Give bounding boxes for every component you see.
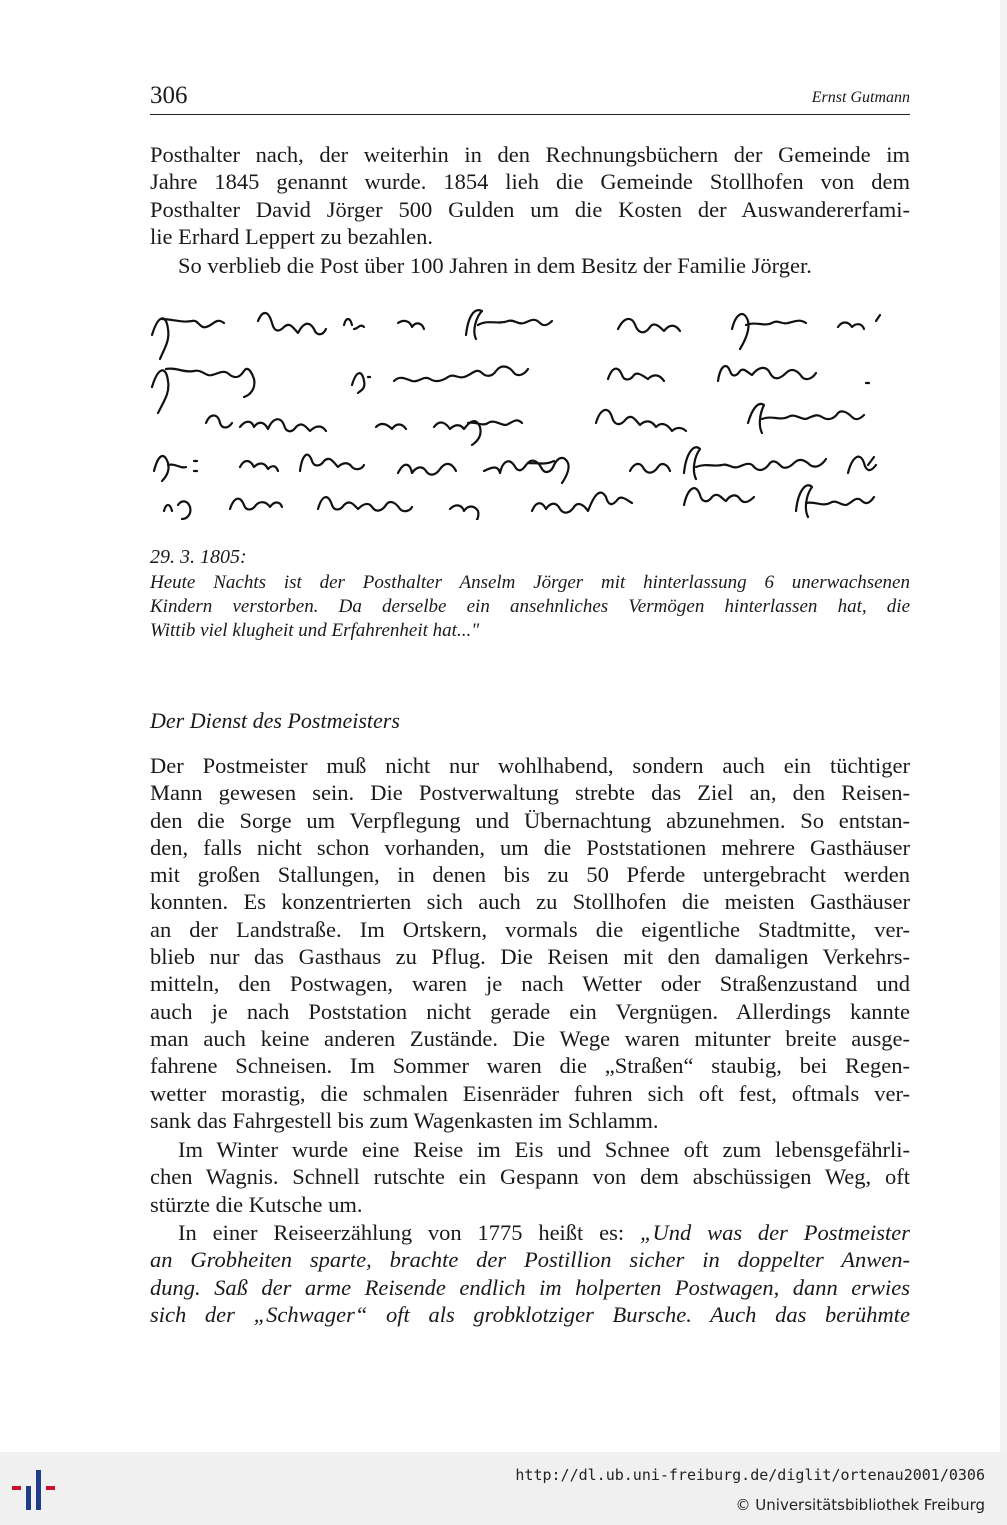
copyright-notice: © Universitätsbibliothek Freiburg <box>735 1496 985 1514</box>
text-line: lie Erhard Leppert zu bezahlen. <box>150 223 433 249</box>
text-line <box>150 1274 910 1301</box>
text-line <box>150 1219 910 1246</box>
text-span: In einer Reiseerzählung von 1775 heißt es: <box>178 1220 640 1245</box>
caption-line: Heute Nachts ist der Posthalter Anselm Jörger mit hinterlassung 6 unerwachsenen <box>150 572 910 593</box>
text-line: stürzte die Kutsche um. <box>150 1191 363 1217</box>
text-line: Jahre 1845 genannt wurde. 1854 lieh die Gemeinde Stollhofen von dem <box>150 169 910 195</box>
image-caption <box>150 545 910 643</box>
text-line: Im Winter wurde eine Reise im Eis und Schnee oft zum lebensgefährli- <box>178 1137 910 1162</box>
paragraph-2 <box>150 252 910 279</box>
paragraph-5 <box>150 1219 910 1328</box>
section-heading: Der Dienst des Postmeisters <box>150 708 400 733</box>
handwritten-manuscript-image <box>148 295 918 520</box>
page-header <box>150 82 910 115</box>
text-line: fahrene Schneisen. Im Sommer waren die „Straßen“ staubig, bei Regen- <box>150 1053 910 1079</box>
permalink-url[interactable]: http://dl.ub.uni-freiburg.de/diglit/ortenau2001/0306 <box>515 1466 985 1484</box>
text-line: chen Wagnis. Schnell rutschte ein Gespann von dem abschüssigen Weg, oft <box>150 1164 910 1190</box>
paragraph-3 <box>150 752 910 1134</box>
text-line: Posthalter David Jörger 500 Gulden um die Kosten der Auswandererfami- <box>150 196 910 222</box>
library-logo-icon <box>12 1466 66 1514</box>
text-line: Der Postmeister muß nicht nur wohlhabend, sondern auch ein tüchtiger <box>150 753 910 778</box>
text-line: Mann gewesen sein. Die Postverwaltung strebte das Ziel an, den Reisen- <box>150 780 910 806</box>
text-line: den die Sorge um Verpflegung und Übernachtung abzunehmen. So entstan- <box>150 807 910 833</box>
running-head-author: Ernst Gutmann <box>811 89 910 106</box>
text-line: Posthalter nach, der weiterhin in den Rechnungsbüchern der Gemeinde im <box>150 142 910 167</box>
paragraph-4 <box>150 1136 910 1218</box>
text-line <box>150 1301 910 1328</box>
text-line: auch je nach Poststation nicht gerade ein Vergnügen. Allerdings kannte <box>150 998 910 1024</box>
text-line: sank das Fahrgestell bis zum Wagenkasten im Schlamm. <box>150 1107 659 1133</box>
text-line <box>150 1246 910 1273</box>
text-line: blieb nur das Gasthaus zu Pflug. Die Reisen mit den damaligen Verkehrs- <box>150 944 910 970</box>
caption-line: Kindern verstorben. Da derselbe ein ansehnliches Vermögen hinterlassen hat, die <box>150 596 910 617</box>
text-line: an der Landstraße. Im Ortskern, vormals die eigentliche Stadtmitte, ver- <box>150 916 910 942</box>
quote-span: dung. Saß der arme Reisende endlich im holperten Postwagen, dann erwies <box>150 1274 910 1300</box>
text-line: So verblieb die Post über 100 Jahren in dem Besitz der Familie Jörger. <box>178 253 812 278</box>
caption-line: Wittib viel klugheit und Erfahrenheit hat..." <box>150 620 480 641</box>
text-line: mit großen Stallungen, in denen bis zu 50 Pferde untergebracht werden <box>150 862 910 888</box>
caption-date: 29. 3. 1805: <box>150 546 247 568</box>
paragraph-1 <box>150 141 910 250</box>
text-line: mitteln, den Postwagen, waren je nach Wetter oder Straßenzustand und <box>150 971 910 997</box>
text-line: konnten. Es konzentrierten sich auch zu Stollhofen die meisten Gasthäuser <box>150 889 910 915</box>
viewer-footer <box>0 1452 1007 1525</box>
page-number: 306 <box>150 82 188 109</box>
quote-span: sich der „Schwager“ oft als grobklotziger Bursche. Auch das berühmte <box>150 1301 910 1327</box>
text-line: wetter morastig, die schmalen Eisenräder fuhren sich oft fest, oftmals ver- <box>150 1080 910 1106</box>
text-line: den, falls nicht schon vorhanden, um die Poststationen mehrere Gasthäuser <box>150 834 910 860</box>
quote-span: an Grobheiten sparte, brachte der Postillion sicher in doppelter Anwen- <box>150 1247 910 1273</box>
quote-span: „Und was der Postmeister <box>639 1220 910 1245</box>
text-line: man auch keine anderen Zustände. Die Wege waren mitunter breite ausge- <box>150 1025 910 1051</box>
